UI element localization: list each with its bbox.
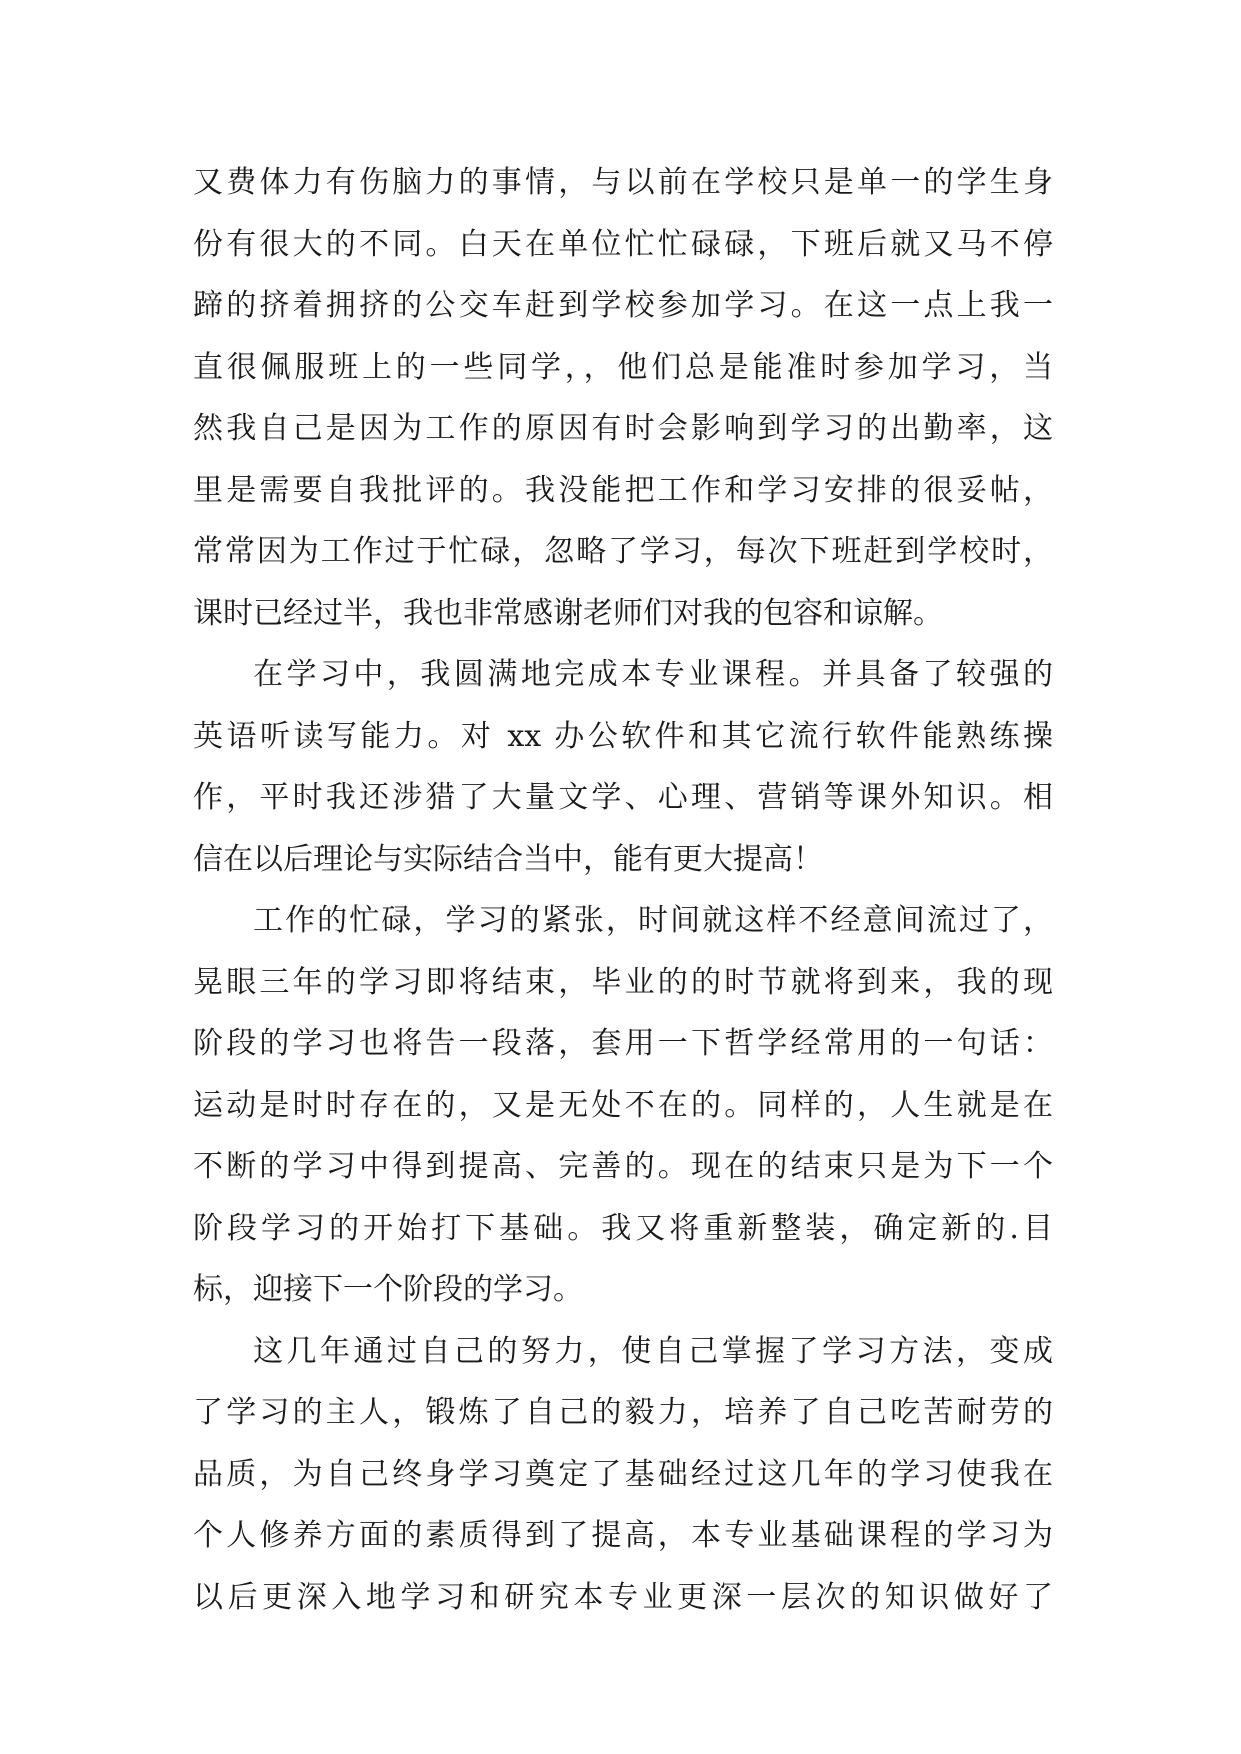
text-line: 了学习的主人，锻炼了自己的毅力，培养了自己吃苦耐劳的 <box>193 1395 1053 1430</box>
text-line: 英语听读写能力。对 xx 办公软件和其它流行软件能熟练操 <box>193 718 1053 754</box>
text-line: 课时已经过半，我也非常感谢老师们对我的包容和谅解。 <box>193 595 943 631</box>
text-line: 阶段的学习也将告一段落，套用一下哲学经常用的一句话： <box>193 1026 1053 1061</box>
text-line: 这几年通过自己的努力，使自己掌握了学习方法，变成 <box>253 1333 1053 1369</box>
body-text <box>193 152 1053 1628</box>
text-line: 又费体力有伤脑力的事情，与以前在学校只是单一的学生身 <box>193 165 1053 200</box>
text-line: 作，平时我还涉猎了大量文学、心理、营销等课外知识。相 <box>193 780 1053 815</box>
text-line: 不断的学习中得到提高、完善的。现在的结束只是为下一个 <box>193 1149 1053 1184</box>
text-line: 工作的忙碌，学习的紧张，时间就这样不经意间流过了， <box>253 903 1053 938</box>
text-line: 晃眼三年的学习即将结束，毕业的的时节就将到来，我的现 <box>193 964 1053 1000</box>
text-line: 然我自己是因为工作的原因有时会影响到学习的出勤率，这 <box>193 411 1053 446</box>
text-line: 阶段学习的开始打下基础。我又将重新整装，确定新的.目 <box>193 1210 1053 1246</box>
text-line: 运动是时时存在的，又是无处不在的。同样的，人生就是在 <box>193 1087 1053 1123</box>
text-line: 蹄的挤着拥挤的公交车赶到学校参加学习。在这一点上我一 <box>193 288 1053 323</box>
text-line: 常常因为工作过于忙碌，忽略了学习，每次下班赶到学校时， <box>193 534 1053 569</box>
text-line: 品质，为自己终身学习奠定了基础经过这几年的学习使我在 <box>193 1456 1053 1492</box>
text-line: 标，迎接下一个阶段的学习。 <box>193 1272 583 1307</box>
text-line: 里是需要自我批评的。我没能把工作和学习安排的很妥帖， <box>193 472 1053 508</box>
text-line: 个人修养方面的素质得到了提高，本专业基础课程的学习为 <box>193 1518 1053 1553</box>
text-line: 以后更深入地学习和研究本专业更深一层次的知识做好了 <box>193 1579 1053 1615</box>
text-line: 在学习中，我圆满地完成本专业课程。并具备了较强的 <box>253 657 1053 692</box>
text-line: 直很佩服班上的一些同学，，他们总是能准时参加学习，当 <box>193 349 1053 385</box>
text-line: 信在以后理论与实际结合当中，能有更大提高！ <box>193 841 823 877</box>
text-line: 份有很大的不同。白天在单位忙忙碌碌，下班后就又马不停 <box>193 226 1053 262</box>
